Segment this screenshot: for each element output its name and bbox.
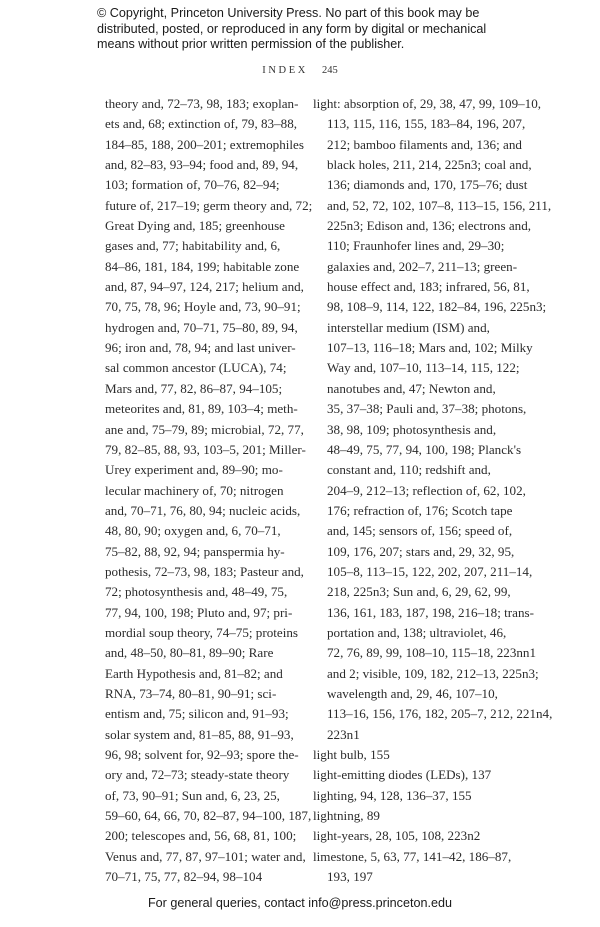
index-line: and, 82–83, 93–94; food and, 89, 94, <box>105 157 299 173</box>
index-line: 184–85, 188, 200–201; extremophiles <box>105 136 304 152</box>
index-entry-heading-line: light: absorption of, 29, 38, 47, 99, 109–10, <box>313 96 542 111</box>
index-line: theory and, 72–73, 98, 183; exoplan- <box>105 96 299 111</box>
index-entry <box>313 94 553 745</box>
index-line: 72, 76, 89, 99, 108–10, 115–18, 223nn1 <box>327 645 537 661</box>
index-line: 107–13, 116–18; Mars and, 102; Milky <box>327 340 533 356</box>
index-line: Mars and, 77, 82, 86–87, 94–105; <box>105 380 283 396</box>
index-line: Way and, 107–10, 113–14, 115, 122; <box>327 360 520 376</box>
index-line: 70–71, 75, 77, 82–94, 98–104 <box>105 869 263 885</box>
index-line: Great Dying and, 185; greenhouse <box>105 218 285 234</box>
index-line: 136, 161, 183, 187, 198, 216–18; trans- <box>327 604 534 620</box>
index-line: and 2; visible, 109, 182, 212–13, 225n3; <box>327 665 539 681</box>
index-entry <box>313 826 543 846</box>
footer-contact: For general queries, contact info@press.princeton.edu <box>147 896 452 910</box>
index-line: house effect and, 183; infrared, 56, 81, <box>327 279 530 295</box>
index-line: 218, 225n3; Sun and, 6, 29, 62, 99, <box>327 584 511 600</box>
index-line: ane and, 75–79, 89; microbial, 72, 77, <box>105 421 304 437</box>
index-line: 38, 98, 109; photosynthesis and, <box>327 421 497 437</box>
index-line: and, 52, 72, 102, 107–8, 113–15, 156, 211, <box>327 197 552 213</box>
index-line: RNA, 73–74, 80–81, 90–91; sci- <box>105 685 277 701</box>
index-entry-heading-line: light-years, 28, 105, 108, 223n2 <box>313 828 481 844</box>
index-line: constant and, 110; redshift and, <box>327 462 491 478</box>
index-line: hydrogen and, 70–71, 75–80, 89, 94, <box>105 319 298 335</box>
index-line: ets and, 68; extinction of, 79, 83–88, <box>105 116 298 132</box>
index-line: 103; formation of, 70–76, 82–94; <box>105 177 280 193</box>
index-line: mordial soup theory, 74–75; proteins <box>105 624 298 640</box>
index-line: 105–8, 113–15, 122, 202, 207, 211–14, <box>327 563 533 579</box>
index-entry <box>313 745 543 765</box>
section-label: INDEX <box>262 65 308 76</box>
page-number: 245 <box>321 65 338 76</box>
index-line: and, 48–50, 80–81, 89–90; Rare <box>105 645 274 661</box>
index-line: of, 73, 90–91; Sun and, 6, 23, 25, <box>105 787 280 803</box>
copyright-line: distributed, posted, or reproduced in any form by digital or mechanical <box>97 21 487 36</box>
index-entry <box>313 786 543 806</box>
running-head <box>0 65 600 76</box>
index-entry-heading-line: lighting, 94, 128, 136–37, 155 <box>313 787 472 803</box>
copyright-line: means without prior written permission of the publisher. <box>97 37 405 51</box>
index-entry-heading-line: lightning, 89 <box>313 808 380 824</box>
index-line: 48, 80, 90; oxygen and, 6, 70–71, <box>105 523 281 539</box>
index-line: nanotubes and, 47; Newton and, <box>327 380 496 396</box>
copyright-notice <box>97 6 537 53</box>
index-entry <box>313 847 543 888</box>
index-line: black holes, 211, 214, 225n3; coal and, <box>327 157 532 173</box>
copyright-line: © Copyright, Princeton University Press. No part of this book may be <box>97 6 480 20</box>
index-line: 109, 176, 207; stars and, 29, 32, 95, <box>327 543 515 559</box>
index-line: Venus and, 77, 87, 97–101; water and, <box>105 848 306 864</box>
index-line: 77, 94, 100, 198; Pluto and, 97; pri- <box>105 604 293 620</box>
index-line: 113–16, 156, 176, 182, 205–7, 212, 221n4, <box>327 706 553 722</box>
index-line: sal common ancestor (LUCA), 74; <box>105 360 287 376</box>
index-column-right <box>313 94 553 887</box>
index-line: and, 145; sensors of, 156; speed of, <box>327 523 513 539</box>
index-line: wavelength and, 29, 46, 107–10, <box>327 685 498 701</box>
index-line: galaxies and, 202–7, 211–13; green- <box>327 258 518 274</box>
index-line: portation and, 138; ultraviolet, 46, <box>327 624 507 640</box>
index-line: entism and, 75; silicon and, 91–93; <box>105 706 289 722</box>
index-line: and, 87, 94–97, 124, 217; helium and, <box>105 279 304 295</box>
index-line: 98, 108–9, 114, 122, 182–84, 196, 225n3; <box>327 299 547 315</box>
index-line: 59–60, 64, 66, 70, 82–87, 94–100, 187, <box>105 808 312 824</box>
index-line: pothesis, 72–73, 98, 183; Pasteur and, <box>105 563 304 579</box>
index-line: future of, 217–19; germ theory and, 72; <box>105 197 313 213</box>
index-line: solar system and, 81–85, 88, 91–93, <box>105 726 294 742</box>
index-column-left <box>105 94 313 887</box>
index-line: and, 70–71, 76, 80, 94; nucleic acids, <box>105 502 301 518</box>
index-line: 113, 115, 116, 155, 183–84, 196, 207, <box>327 116 526 132</box>
index-line: Earth Hypothesis and, 81–82; and <box>105 665 283 681</box>
index-line: Urey experiment and, 89–90; mo- <box>105 462 283 478</box>
index-line: 200; telescopes and, 56, 68, 81, 100; <box>105 828 297 844</box>
index-entry-heading-line: limestone, 5, 63, 77, 141–42, 186–87, <box>313 848 512 864</box>
index-line: 96; iron and, 78, 94; and last univer- <box>105 340 296 356</box>
index-line: 193, 197 <box>327 869 373 885</box>
index-line: interstellar medium (ISM) and, <box>327 319 490 335</box>
index-line: 223n1 <box>327 726 360 742</box>
index-line: 70, 75, 78, 96; Hoyle and, 73, 90–91; <box>105 299 301 315</box>
index-line: 204–9, 212–13; reflection of, 62, 102, <box>327 482 526 498</box>
index-line: 96, 98; solvent for, 92–93; spore the- <box>105 747 299 762</box>
index-line: 84–86, 181, 184, 199; habitable zone <box>105 258 300 274</box>
index-line: gases and, 77; habitability and, 6, <box>105 238 281 254</box>
index-entry <box>313 765 543 785</box>
index-line: 75–82, 88, 92, 94; panspermia hy- <box>105 543 285 559</box>
index-line: 72; photosynthesis and, 48–49, 75, <box>105 584 288 600</box>
index-line: 225n3; Edison and, 136; electrons and, <box>327 218 532 234</box>
index-line: 48–49, 75, 77, 94, 100, 198; Planck's <box>327 441 522 457</box>
index-line: 212; bamboo filaments and, 136; and <box>327 136 522 152</box>
index-line: 110; Fraunhofer lines and, 29–30; <box>327 238 505 254</box>
index-line: meteorites and, 81, 89, 103–4; meth- <box>105 401 298 417</box>
index-line: 79, 82–85, 88, 93, 103–5, 201; Miller- <box>105 441 306 457</box>
index-entry-heading-line: light bulb, 155 <box>313 747 390 762</box>
index-line: 35, 37–38; Pauli and, 37–38; photons, <box>327 401 527 417</box>
index-line: lecular machinery of, 70; nitrogen <box>105 482 284 498</box>
index-line: ory and, 72–73; steady-state theory <box>105 767 290 783</box>
index-entry-heading-line: light-emitting diodes (LEDs), 137 <box>313 767 492 783</box>
index-line: 136; diamonds and, 170, 175–76; dust <box>327 177 528 193</box>
index-entry <box>313 806 543 826</box>
index-line: 176; refraction of, 176; Scotch tape <box>327 502 513 518</box>
